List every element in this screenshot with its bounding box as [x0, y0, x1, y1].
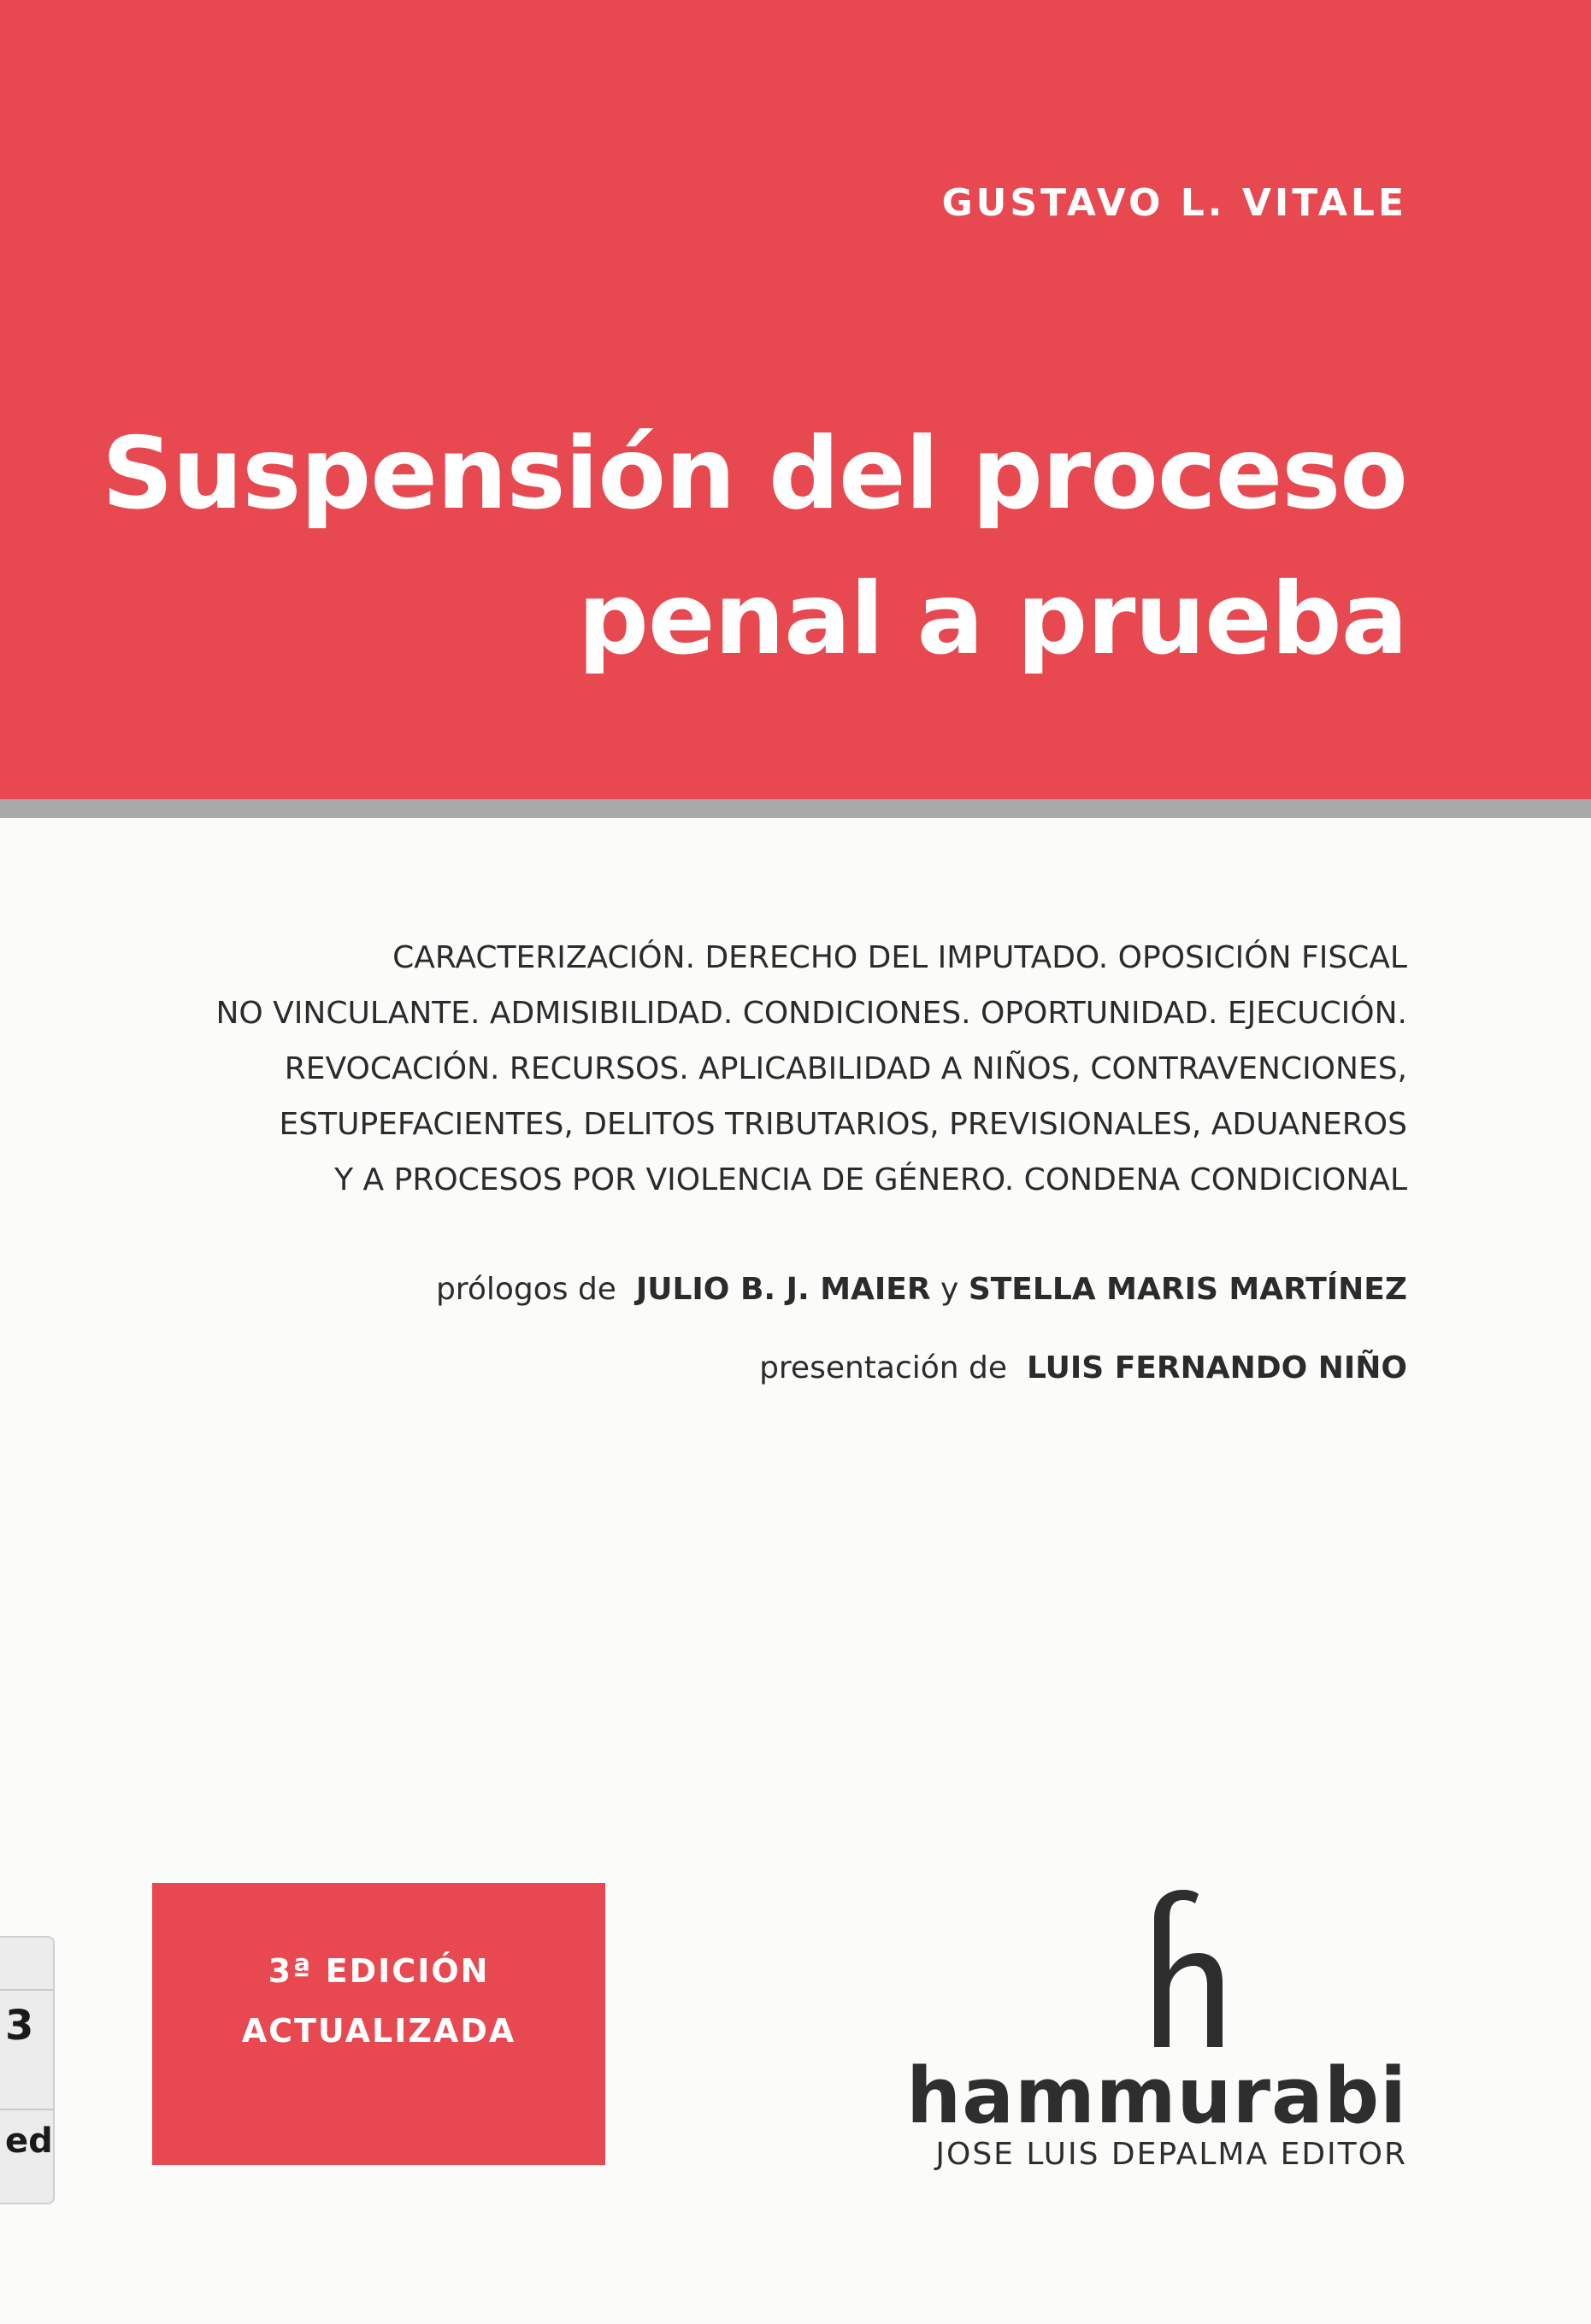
prologue-author: JULIO B. J. MAIER: [635, 1272, 931, 1307]
topics-line: Y A PROCESOS POR VIOLENCIA DE GÉNERO. CONDENA CONDICIONAL: [334, 1162, 1407, 1197]
topics-list: [39, 930, 1407, 1208]
prologues-joiner: y: [940, 1272, 959, 1307]
sticker-divider: [0, 1989, 53, 1991]
book-title-line: penal a prueba: [577, 562, 1407, 677]
prologues-prefix: prólogos de: [435, 1272, 616, 1307]
edition-line: 3ª EDICIÓN: [268, 1952, 490, 1990]
topics-line: CARACTERIZACIÓN. DERECHO DEL IMPUTADO. OPOSICIÓN FISCAL: [392, 940, 1407, 975]
edition-text: [152, 1941, 605, 2061]
library-label-sticker: [0, 1936, 55, 2204]
prologues-credit: [210, 1272, 1407, 1307]
book-title-line: Suspensión del proceso: [102, 416, 1407, 532]
topics-line: REVOCACIÓN. RECURSOS. APLICABILIDAD A NIÑOS, CONTRAVENCIONES,: [284, 1051, 1407, 1086]
sticker-mark: 3: [5, 2002, 34, 2050]
presentation-author: LUIS FERNANDO NIÑO: [1026, 1350, 1407, 1386]
sticker-divider: [0, 2109, 53, 2110]
edition-line: ACTUALIZADA: [241, 2012, 516, 2050]
publisher-imprint: JOSE LUIS DEPALMA EDITOR: [935, 2137, 1407, 2172]
edition-badge: [152, 1883, 605, 2165]
book-title: [39, 402, 1407, 692]
topics-line: ESTUPEFACIENTES, DELITOS TRIBUTARIOS, PREVISIONALES, ADUANEROS: [279, 1107, 1407, 1142]
prologue-author: STELLA MARIS MARTÍNEZ: [968, 1272, 1407, 1307]
sticker-mark: ed: [5, 2121, 53, 2161]
presentation-credit: [210, 1350, 1407, 1386]
author-name: GUSTAVO L. VITALE: [941, 181, 1407, 225]
gray-divider: [0, 799, 1591, 818]
publisher-name: hammurabi: [906, 2051, 1407, 2141]
presentation-prefix: presentación de: [759, 1350, 1008, 1386]
topics-line: NO VINCULANTE. ADMISIBILIDAD. CONDICIONES. OPORTUNIDAD. EJECUCIÓN.: [215, 996, 1407, 1031]
hammurabi-h-logo-icon: [1122, 1885, 1233, 2056]
top-red-band: [0, 0, 1591, 799]
